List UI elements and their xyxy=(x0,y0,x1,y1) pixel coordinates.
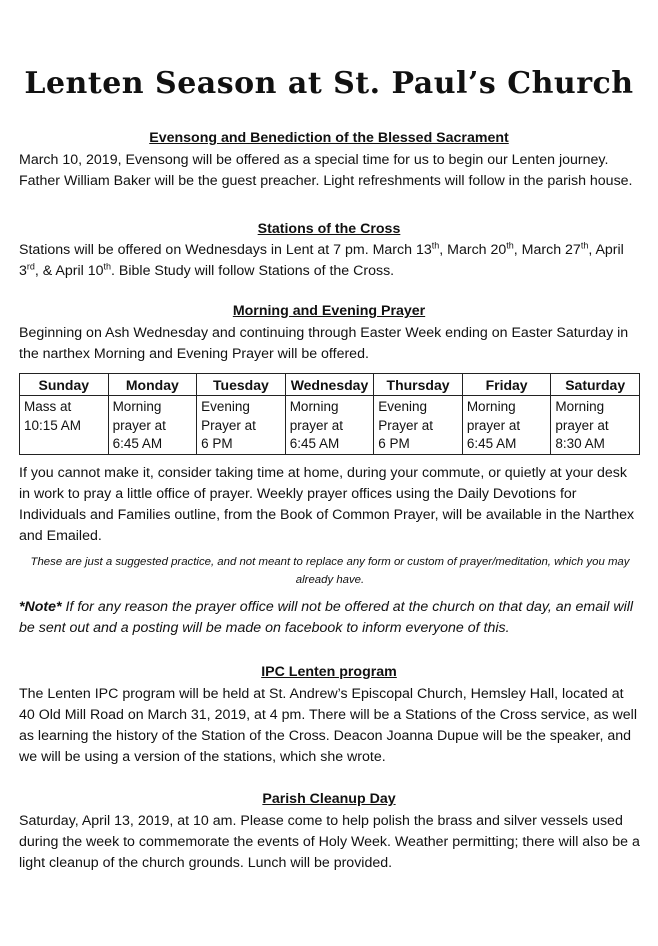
note-label: *Note* xyxy=(19,599,62,615)
prayer-heading: Morning and Evening Prayer xyxy=(232,303,426,319)
schedule-header-row xyxy=(20,374,640,396)
schedule-cell: Evening Prayer at 6 PM xyxy=(197,396,286,455)
page-title: Lenten Season at St. Paul’s Church xyxy=(24,66,634,101)
schedule-cell: Morning prayer at 6:45 AM xyxy=(462,396,551,455)
day-header: Tuesday xyxy=(197,374,286,396)
ipc-body: The Lenten IPC program will be held at St. Andrew’s Episcopal Church, Hemsley Hall, located at 40 Old Mill Road on March 31, 2019, at 4 pm. There will be a Stations of the Cross service, as well as learning the history of the Station of the Cross. Deacon Joanna Dupue will be the speaker, and we will be using a version of the stations, which she wrote. xyxy=(19,686,637,765)
schedule-cell: Morning prayer at 6:45 AM xyxy=(285,396,374,455)
schedule-cell: Morning prayer at 6:45 AM xyxy=(108,396,197,455)
suggested-practice-note: These are just a suggested practice, and not meant to replace any form or custom of prayer/meditation, which you may already have. xyxy=(30,556,630,586)
cleanup-heading: Parish Cleanup Day xyxy=(262,791,396,807)
day-header: Friday xyxy=(462,374,551,396)
stations-body: Stations will be offered on Wednesdays in Lent at 7 pm. March 13th, March 20th, March 27th, April 3rd, & April 10th. Bible Study will follow Stations of the Cross. xyxy=(19,240,624,279)
prayer-body: Beginning on Ash Wednesday and continuing through Easter Week ending on Easter Saturday in the narthex Morning and Evening Prayer will be offered. xyxy=(19,325,629,362)
schedule-row xyxy=(20,396,640,455)
evensong-body: March 10, 2019, Evensong will be offered as a special time for us to begin our Lenten journey. Father William Baker will be the guest preacher. Light refreshments will follow in the parish house. xyxy=(19,152,633,189)
day-header: Thursday xyxy=(374,374,463,396)
home-prayer-body: If you cannot make it, consider taking time at home, during your commute, or quietly at your desk in work to pray a little office of prayer. Weekly prayer offices using the Daily Devotions for Individuals and Families outline, from the Book of Common Prayer, will be available in the Narthex and Emailed. xyxy=(19,465,635,544)
prayer-office-note xyxy=(19,597,641,639)
schedule-cell: Evening Prayer at 6 PM xyxy=(374,396,463,455)
note-body: If for any reason the prayer office will not be offered at the church on that day, an email will be sent out and a posting will be made on facebook to inform everyone of this. xyxy=(19,599,634,636)
day-header: Wednesday xyxy=(285,374,374,396)
cleanup-body: Saturday, April 13, 2019, at 10 am. Please come to help polish the brass and silver vessels used during the week to commemorate the events of Holy Week. Weather permitting; there will also be a light cleanup of the church grounds. Lunch will be provided. xyxy=(19,813,640,871)
prayer-schedule-table xyxy=(19,373,640,455)
schedule-cell: Morning prayer at 8:30 AM xyxy=(551,396,640,455)
ipc-heading: IPC Lenten program xyxy=(261,664,397,680)
stations-heading: Stations of the Cross xyxy=(257,221,401,237)
day-header: Monday xyxy=(108,374,197,396)
day-header: Saturday xyxy=(551,374,640,396)
evensong-heading: Evensong and Benediction of the Blessed Sacrament xyxy=(149,130,509,146)
day-header: Sunday xyxy=(20,374,109,396)
schedule-cell: Mass at 10:15 AM xyxy=(20,396,109,455)
